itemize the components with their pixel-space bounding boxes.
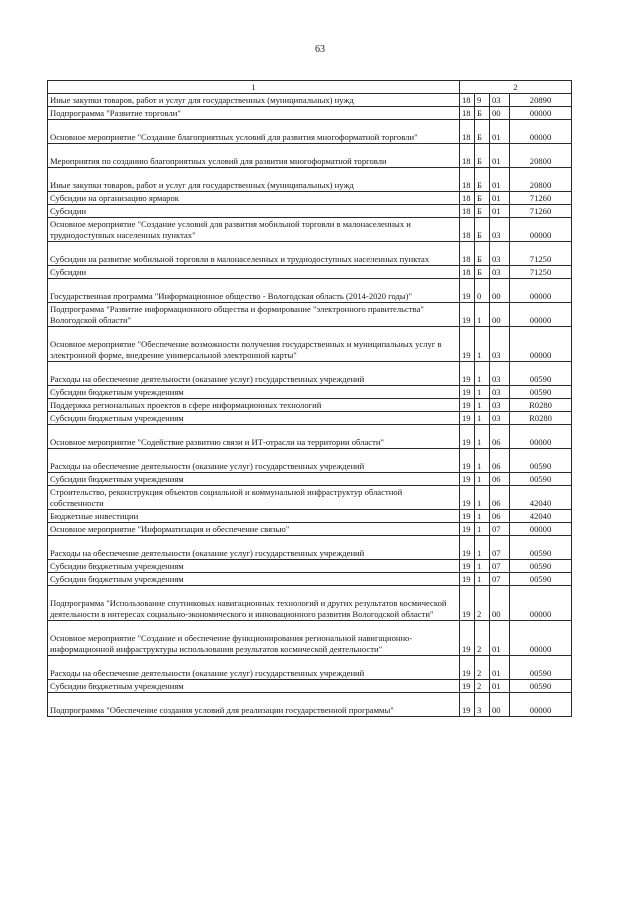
row-code-b-cell: Б [475, 218, 490, 242]
row-code-b-cell: 2 [475, 621, 490, 656]
row-name-cell: Субсидии бюджетным учреждениям [48, 412, 460, 425]
row-code-c-cell: 03 [490, 386, 510, 399]
row-code-d-cell: 42040 [510, 510, 572, 523]
table-row [48, 120, 572, 144]
row-code-c-cell: 06 [490, 510, 510, 523]
row-code-c-cell: 03 [490, 266, 510, 279]
table-row [48, 449, 572, 473]
row-code-d-cell: 00000 [510, 107, 572, 120]
row-code-d-cell: 00000 [510, 120, 572, 144]
row-code-b-cell: Б [475, 120, 490, 144]
row-code-a-cell: 19 [460, 473, 475, 486]
row-code-c-cell: 01 [490, 621, 510, 656]
header-col-1: 1 [48, 81, 460, 94]
row-code-d-cell: 20800 [510, 168, 572, 192]
row-code-b-cell: 1 [475, 425, 490, 449]
row-code-c-cell: 03 [490, 327, 510, 362]
row-code-a-cell: 19 [460, 362, 475, 386]
row-name-cell: Субсидии бюджетным учреждениям [48, 473, 460, 486]
row-name-cell: Субсидии [48, 266, 460, 279]
row-code-c-cell: 00 [490, 279, 510, 303]
row-name-cell: Расходы на обеспечение деятельности (оказание услуг) государственных учреждений [48, 656, 460, 680]
row-code-d-cell: 00590 [510, 680, 572, 693]
row-code-b-cell: 3 [475, 693, 490, 717]
row-code-b-cell: 1 [475, 399, 490, 412]
row-code-c-cell: 07 [490, 536, 510, 560]
row-code-a-cell: 19 [460, 399, 475, 412]
row-name-cell: Расходы на обеспечение деятельности (оказание услуг) государственных учреждений [48, 536, 460, 560]
row-code-c-cell: 00 [490, 107, 510, 120]
row-name-cell: Бюджетные инвестиции [48, 510, 460, 523]
table-row [48, 107, 572, 120]
row-code-b-cell: Б [475, 205, 490, 218]
page-number: 63 [315, 44, 325, 55]
row-code-b-cell: 1 [475, 560, 490, 573]
row-code-d-cell: 00000 [510, 586, 572, 621]
row-code-c-cell: 01 [490, 120, 510, 144]
row-code-a-cell: 18 [460, 120, 475, 144]
table-row [48, 399, 572, 412]
row-code-c-cell: 03 [490, 362, 510, 386]
row-code-a-cell: 19 [460, 449, 475, 473]
table-row [48, 362, 572, 386]
row-code-a-cell: 18 [460, 242, 475, 266]
row-code-a-cell: 18 [460, 218, 475, 242]
row-code-a-cell: 18 [460, 192, 475, 205]
table-row [48, 473, 572, 486]
row-code-c-cell: 03 [490, 94, 510, 107]
row-code-c-cell: 00 [490, 303, 510, 327]
table-body [48, 94, 572, 717]
row-name-cell: Субсидии на развитие мобильной торговли в малонаселенных и труднодоступных населенных пунктах [48, 242, 460, 266]
row-code-a-cell: 19 [460, 279, 475, 303]
row-code-c-cell: 01 [490, 144, 510, 168]
row-code-d-cell: 71250 [510, 242, 572, 266]
row-code-c-cell: 06 [490, 473, 510, 486]
row-code-d-cell: 00000 [510, 279, 572, 303]
row-code-c-cell: 01 [490, 680, 510, 693]
row-code-a-cell: 19 [460, 425, 475, 449]
table-row [48, 412, 572, 425]
row-code-b-cell: 2 [475, 586, 490, 621]
header-col-2: 2 [460, 81, 572, 94]
row-code-a-cell: 18 [460, 266, 475, 279]
row-name-cell: Субсидии на организацию ярмарок [48, 192, 460, 205]
row-code-d-cell: 00000 [510, 693, 572, 717]
table-row [48, 218, 572, 242]
row-code-b-cell: 9 [475, 94, 490, 107]
row-code-a-cell: 19 [460, 656, 475, 680]
row-name-cell: Подпрограмма "Развитие торговли" [48, 107, 460, 120]
row-code-d-cell: R0280 [510, 412, 572, 425]
table-row [48, 693, 572, 717]
row-code-b-cell: 1 [475, 386, 490, 399]
row-name-cell: Подпрограмма "Использование спутниковых навигационных технологий и других результатов космической деятельности в интересах социально-экономического и инновационного развития Вологодской области" [48, 586, 460, 621]
row-code-a-cell: 18 [460, 168, 475, 192]
row-code-a-cell: 19 [460, 560, 475, 573]
row-name-cell: Основное мероприятие "Информатизация и обеспечение связью" [48, 523, 460, 536]
row-name-cell: Субсидии бюджетным учреждениям [48, 560, 460, 573]
row-code-a-cell: 19 [460, 586, 475, 621]
row-code-d-cell: 00000 [510, 218, 572, 242]
row-code-c-cell: 06 [490, 449, 510, 473]
table-row [48, 192, 572, 205]
row-code-c-cell: 03 [490, 412, 510, 425]
table-header-row [48, 81, 572, 94]
row-name-cell: Субсидии бюджетным учреждениям [48, 573, 460, 586]
table-row [48, 94, 572, 107]
row-code-c-cell: 07 [490, 523, 510, 536]
row-name-cell: Расходы на обеспечение деятельности (оказание услуг) государственных учреждений [48, 362, 460, 386]
table-row [48, 621, 572, 656]
row-code-d-cell: 00000 [510, 621, 572, 656]
row-code-c-cell: 06 [490, 486, 510, 510]
row-code-a-cell: 19 [460, 523, 475, 536]
table-row [48, 573, 572, 586]
table-row [48, 510, 572, 523]
row-code-d-cell: 00590 [510, 449, 572, 473]
row-code-b-cell: 2 [475, 680, 490, 693]
table-row [48, 386, 572, 399]
row-code-c-cell: 00 [490, 586, 510, 621]
row-code-d-cell: 71260 [510, 192, 572, 205]
row-code-d-cell: 00000 [510, 425, 572, 449]
row-code-a-cell: 18 [460, 144, 475, 168]
row-code-c-cell: 06 [490, 425, 510, 449]
budget-table [47, 80, 572, 717]
row-name-cell: Подпрограмма "Развитие информационного общества и формирование "электронного правительства" Вологодской области" [48, 303, 460, 327]
row-code-a-cell: 19 [460, 303, 475, 327]
row-code-a-cell: 18 [460, 94, 475, 107]
row-code-b-cell: Б [475, 107, 490, 120]
row-name-cell: Иные закупки товаров, работ и услуг для государственных (муниципальных) нужд [48, 94, 460, 107]
row-code-d-cell: 00590 [510, 473, 572, 486]
row-code-b-cell: Б [475, 242, 490, 266]
row-code-b-cell: Б [475, 168, 490, 192]
row-code-a-cell: 19 [460, 327, 475, 362]
table-row [48, 266, 572, 279]
row-name-cell: Иные закупки товаров, работ и услуг для государственных (муниципальных) нужд [48, 168, 460, 192]
row-code-a-cell: 19 [460, 693, 475, 717]
table-row [48, 327, 572, 362]
row-name-cell: Расходы на обеспечение деятельности (оказание услуг) государственных учреждений [48, 449, 460, 473]
row-code-a-cell: 19 [460, 412, 475, 425]
row-code-b-cell: 1 [475, 523, 490, 536]
row-name-cell: Основное мероприятие "Создание и обеспечение функционирования региональной навигационно-информационной инфраструктуры использования результатов космической деятельности" [48, 621, 460, 656]
row-name-cell: Основное мероприятие "Обеспечение возможности получения государственных и муниципальных услуг в электронной форме, внедрение универсальной электронной карты" [48, 327, 460, 362]
row-code-b-cell: Б [475, 192, 490, 205]
table-row [48, 242, 572, 266]
row-code-b-cell: 1 [475, 573, 490, 586]
table-row [48, 486, 572, 510]
row-code-a-cell: 19 [460, 510, 475, 523]
row-code-a-cell: 19 [460, 680, 475, 693]
table-row [48, 168, 572, 192]
row-code-a-cell: 19 [460, 621, 475, 656]
row-code-b-cell: 0 [475, 279, 490, 303]
row-code-b-cell: 2 [475, 656, 490, 680]
row-name-cell: Мероприятия по созданию благоприятных условий для развития многоформатной торговли [48, 144, 460, 168]
table-row [48, 205, 572, 218]
row-code-d-cell: 71260 [510, 205, 572, 218]
row-code-c-cell: 01 [490, 205, 510, 218]
row-code-c-cell: 01 [490, 168, 510, 192]
row-code-c-cell: 03 [490, 218, 510, 242]
row-code-d-cell: 00590 [510, 573, 572, 586]
row-code-b-cell: 1 [475, 473, 490, 486]
row-code-d-cell: 00000 [510, 327, 572, 362]
table-row [48, 560, 572, 573]
table-row [48, 144, 572, 168]
row-code-c-cell: 03 [490, 399, 510, 412]
row-code-b-cell: 1 [475, 303, 490, 327]
row-code-b-cell: 1 [475, 327, 490, 362]
row-code-c-cell: 01 [490, 192, 510, 205]
row-code-a-cell: 18 [460, 205, 475, 218]
row-code-d-cell: 00000 [510, 523, 572, 536]
row-code-d-cell: 42040 [510, 486, 572, 510]
row-name-cell: Основное мероприятие "Создание благоприятных условий для развития многоформатной торговли" [48, 120, 460, 144]
row-name-cell: Подпрограмма "Обеспечение создания условий для реализации государственной программы" [48, 693, 460, 717]
row-name-cell: Субсидии бюджетным учреждениям [48, 386, 460, 399]
row-code-d-cell: 20890 [510, 94, 572, 107]
row-code-b-cell: 1 [475, 449, 490, 473]
table-row [48, 656, 572, 680]
row-name-cell: Поддержка региональных проектов в сфере информационных технологий [48, 399, 460, 412]
row-code-d-cell: 00590 [510, 656, 572, 680]
row-code-d-cell: 00590 [510, 560, 572, 573]
row-name-cell: Строительство, реконструкция объектов социальной и коммунальной инфраструктур областной собственности [48, 486, 460, 510]
table-row [48, 523, 572, 536]
row-code-d-cell: 20800 [510, 144, 572, 168]
row-code-d-cell: 00000 [510, 303, 572, 327]
row-name-cell: Государственная программа "Информационное общество - Вологодская область (2014-2020 годы)" [48, 279, 460, 303]
row-name-cell: Субсидии бюджетным учреждениям [48, 680, 460, 693]
row-code-c-cell: 03 [490, 242, 510, 266]
table-row [48, 586, 572, 621]
row-code-a-cell: 19 [460, 536, 475, 560]
row-name-cell: Основное мероприятие "Содействие развитию связи и ИТ-отрасли на территории области" [48, 425, 460, 449]
row-code-b-cell: 1 [475, 362, 490, 386]
row-name-cell: Субсидии [48, 205, 460, 218]
row-code-b-cell: 1 [475, 536, 490, 560]
row-code-a-cell: 19 [460, 386, 475, 399]
row-code-a-cell: 18 [460, 107, 475, 120]
row-code-b-cell: Б [475, 266, 490, 279]
row-code-c-cell: 00 [490, 693, 510, 717]
row-code-b-cell: 1 [475, 412, 490, 425]
table-row [48, 303, 572, 327]
row-code-c-cell: 01 [490, 656, 510, 680]
row-code-a-cell: 19 [460, 573, 475, 586]
row-code-d-cell: 00590 [510, 536, 572, 560]
row-code-c-cell: 07 [490, 560, 510, 573]
row-name-cell: Основное мероприятие "Создание условий для развития мобильной торговли в малонаселенных и труднодоступных населенных пунктах" [48, 218, 460, 242]
row-code-b-cell: 1 [475, 510, 490, 523]
row-code-d-cell: 00590 [510, 386, 572, 399]
table-row [48, 279, 572, 303]
table-row [48, 536, 572, 560]
row-code-d-cell: R0280 [510, 399, 572, 412]
row-code-d-cell: 00590 [510, 362, 572, 386]
row-code-b-cell: 1 [475, 486, 490, 510]
row-code-c-cell: 07 [490, 573, 510, 586]
table-row [48, 425, 572, 449]
row-code-b-cell: Б [475, 144, 490, 168]
row-code-a-cell: 19 [460, 486, 475, 510]
row-code-d-cell: 71250 [510, 266, 572, 279]
table-row [48, 680, 572, 693]
